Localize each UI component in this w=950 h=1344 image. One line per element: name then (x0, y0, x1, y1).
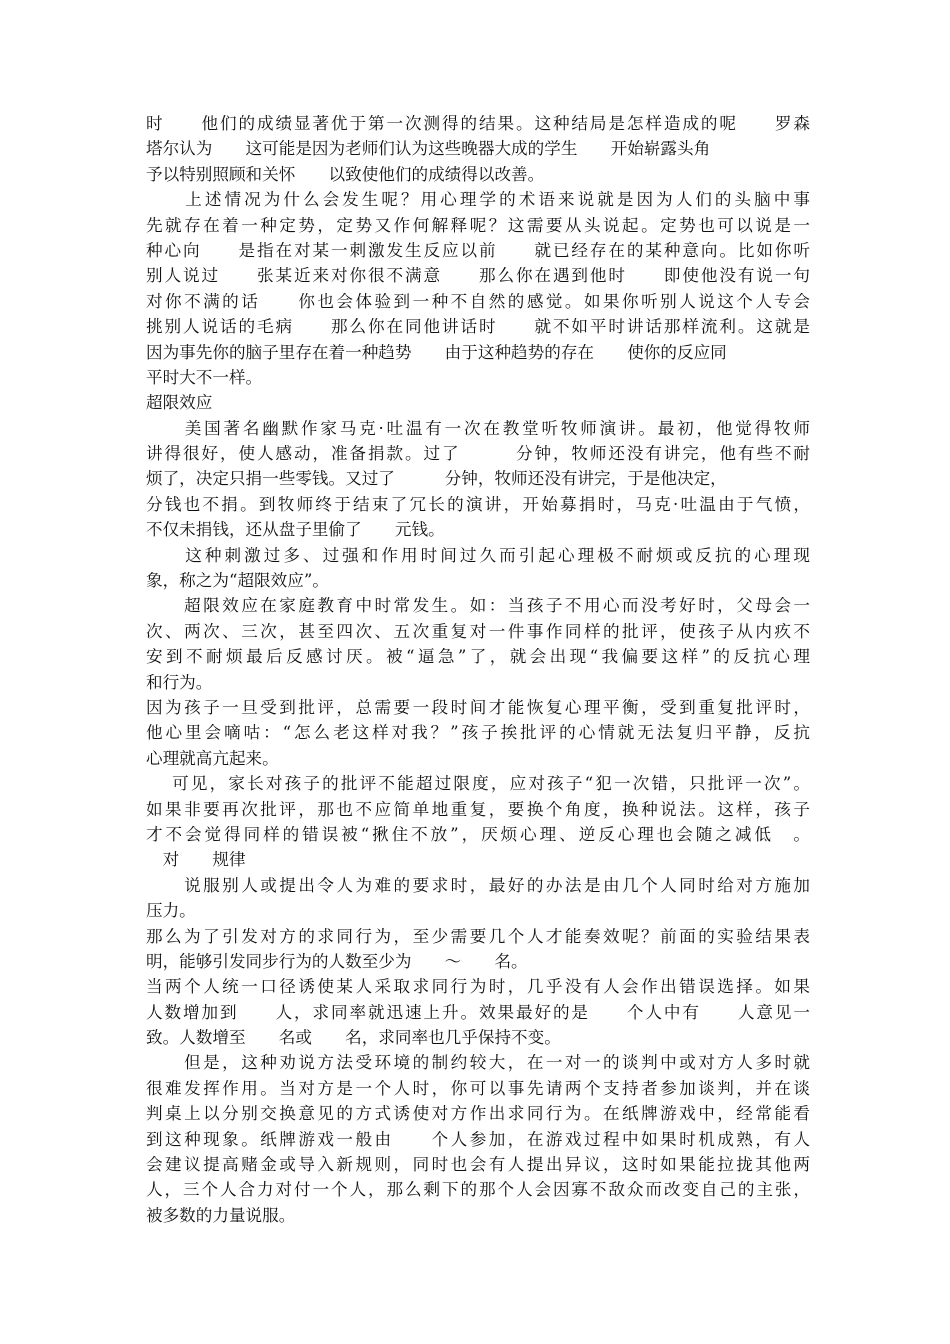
text-line: 很难发挥作用。当对方是一个人时，你可以事先请两个支持者参加谈判，并在谈 (146, 1078, 810, 1098)
text-line: 挑别人说话的毛病 那么你在同他讲话时 就不如平时讲话那样流利。这就是 (146, 317, 810, 337)
text-line: 致。人数增至 名或 名，求同率也几乎保持不变。 (146, 1028, 561, 1048)
text-line: 因为事先你的脑子里存在着一种趋势 由于这种趋势的存在 使你的反应同 (146, 342, 727, 362)
text-line: 对你不满的话 你也会体验到一种不自然的感觉。如果你听别人说这个人专会 (146, 291, 810, 311)
text-line: 因为孩子一旦受到批评，总需要一段时间才能恢复心理平衡，受到重复批评时， (146, 697, 810, 717)
text-line: 塔尔认为 这可能是因为老师们认为这些晚器大成的学生 开始崭露头角 (146, 139, 711, 159)
text-line: 压力。 (146, 901, 196, 921)
text-line: 不仅未捐钱，还从盘子里偷了 元钱。 (146, 520, 445, 540)
text-line: 安到不耐烦最后反感讨厌。被“逼急”了，就会出现“我偏要这样”的反抗心理 (146, 647, 810, 667)
text-line: 人数增加到 人，求同率就迅速上升。效果最好的是 个人中有 人意见一 (146, 1002, 810, 1022)
text-line: 美国著名幽默作家马克·吐温有一次在教堂听牧师演讲。最初，他觉得牧师 (146, 418, 810, 438)
text-line: 这种刺激过多、过强和作用时间过久而引起心理极不耐烦或反抗的心理现 (146, 545, 810, 565)
text-line: 烦了，决定只捐一些零钱。又过了 分钟，牧师还没有讲完，于是他决定， (146, 469, 727, 489)
text-line: 分钱也不捐。到牧师终于结束了冗长的演讲，开始募捐时，马克·吐温由于气愤， (146, 494, 810, 514)
text-line: 但是，这种劝说方法受环境的制约较大，在一对一的谈判中或对方人多时就 (146, 1053, 810, 1073)
text-line: 才不会觉得同样的错误被“揪住不放”，厌烦心理、逆反心理也会随之减低 。 (146, 824, 810, 844)
document-body (146, 111, 810, 1228)
text-line: 那么为了引发对方的求同行为，至少需要几个人才能奏效呢？前面的实验结果表 (146, 926, 810, 946)
text-line: 时 他们的成绩显著优于第一次测得的结果。这种结局是怎样造成的呢 罗森 (146, 114, 810, 133)
text-line: 当两个人统一口径诱使某人采取求同行为时，几乎没有人会作出错误选择。如果 (146, 977, 810, 997)
text-line: 种心向 是指在对某一刺激发生反应以前 就已经存在的某种意向。比如你听 (146, 240, 810, 260)
text-line: 上述情况为什么会发生呢？用心理学的术语来说就是因为人们的头脑中事 (146, 190, 810, 210)
text-line: 平时大不一样。 (146, 367, 263, 387)
text-line: 到这种现象。纸牌游戏一般由 个人参加，在游戏过程中如果时机成熟，有人 (146, 1129, 810, 1149)
text-line: 对 规律 (146, 850, 246, 870)
text-line: 次、两次、三次，甚至四次、五次重复对一件事作同样的批评，使孩子从内疚不 (146, 621, 810, 641)
text-line: 被多数的力量说服。 (146, 1205, 296, 1225)
text-line: 会建议提高赌金或导入新规则，同时也会有人提出异议，这时如果能拉拢其他两 (146, 1155, 810, 1175)
text-line: 先就存在着一种定势，定势又作何解释呢？这需要从头说起。定势也可以说是一 (146, 215, 810, 235)
text-line: 人，三个人合力对付一个人，那么剩下的那个人会因寡不敌众而改变自己的主张， (146, 1180, 810, 1200)
text-line: 象，称之为“超限效应”。 (146, 571, 329, 591)
text-line: 如果非要再次批评，那也不应简单地重复，要换个角度，换种说法。这样，孩子 (146, 799, 810, 819)
text-line: 可见，家长对孩子的批评不能超过限度，应对孩子“犯一次错，只批评一次”。 (146, 774, 810, 794)
text-line: 说服别人或提出令人为难的要求时，最好的办法是由几个人同时给对方施加 (146, 875, 810, 895)
text-line: 判桌上以分别交换意见的方式诱使对方作出求同行为。在纸牌游戏中，经常能看 (146, 1104, 810, 1124)
text-line: 超限效应 (146, 393, 213, 413)
text-line: 别人说过 张某近来对你很不满意 那么你在遇到他时 即使他没有说一句 (146, 266, 810, 286)
text-line: 超限效应在家庭教育中时常发生。如：当孩子不用心而没考好时，父母会一 (146, 596, 810, 616)
text-line: 他心里会嘀咕：“怎么老这样对我？”孩子挨批评的心情就无法复归平静，反抗 (146, 723, 810, 743)
text-line: 心理就高亢起来。 (146, 748, 279, 768)
text-line: 和行为。 (146, 672, 213, 692)
text-line: 予以特别照顾和关怀 以致使他们的成绩得以改善。 (146, 164, 545, 184)
text-line: 讲得很好，使人感动，准备捐款。过了 分钟，牧师还没有讲完，他有些不耐 (146, 444, 810, 464)
text-line: 明，能够引发同步行为的人数至少为 ～ 名。 (146, 951, 528, 971)
